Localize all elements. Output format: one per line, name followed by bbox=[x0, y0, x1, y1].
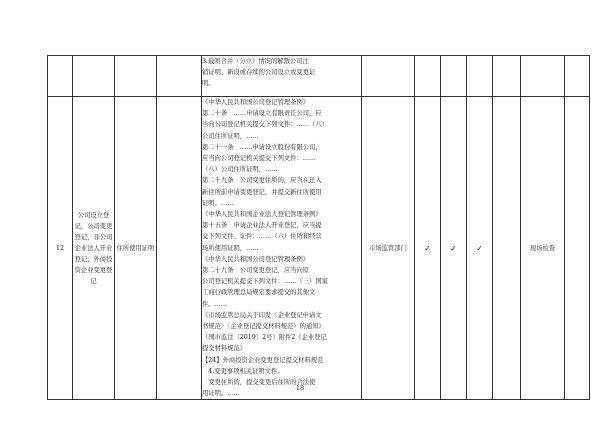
basis-line: 第二十九条 公司变更登记，应当向原 bbox=[202, 267, 310, 275]
basis-line: （八）公司住所证明，…… bbox=[202, 166, 278, 174]
basis-line: 新住所前申请变更登记，并提交新住所使用 bbox=[202, 188, 322, 196]
basis-line: 《中华人民共和国企业法人登记管理条例》 bbox=[202, 211, 322, 219]
basis-line: 场所使用证明，…… bbox=[202, 244, 259, 252]
page-number: 18 bbox=[295, 384, 305, 392]
basis-line: 第二十条 ……申请设立有限责任公司，应 bbox=[202, 110, 322, 118]
basis-line: 用证明。…… bbox=[202, 390, 240, 398]
legal-basis bbox=[202, 97, 362, 400]
item-name: 公司设立登记，公司变更登记，非公司企业法人开业登记，外商投资企业变更登记 bbox=[73, 97, 115, 400]
requirements-table bbox=[47, 55, 590, 400]
table-row bbox=[48, 97, 590, 400]
check-mark: ✓ bbox=[441, 97, 467, 400]
basis-line: 第二十九条 公司变更住所的，应当在迁入 bbox=[202, 177, 322, 185]
check-mark: ✓ bbox=[415, 97, 441, 400]
basis-lines bbox=[202, 97, 361, 399]
basis-line: 公司住所证明，…… bbox=[202, 132, 259, 140]
basis-line: 证明。…… bbox=[202, 199, 234, 207]
basis-line: 变更住所的，提交变更后住所的合法使 bbox=[202, 379, 316, 387]
basis-line: 当向公司登记机关提交下列文件：……（八） bbox=[202, 121, 328, 129]
department: 市场监管部门 bbox=[362, 97, 415, 400]
basis-line: 提交材料规范》 bbox=[202, 345, 247, 353]
basis-line: 4.变更事项相关证明文件。 bbox=[202, 367, 284, 375]
basis-line: 第十五条 申请企业法人开业登记，应当提 bbox=[202, 222, 322, 230]
basis-line: 应当向公司登记机关提交下列文件：…… bbox=[202, 155, 316, 163]
verification-method: 现场检查 bbox=[521, 97, 565, 400]
basis-line: 《市场监管总局关于印发〈企业登记申请文 bbox=[202, 311, 322, 319]
basis-line: 交下列文件、证件：……（六）住所和经营 bbox=[202, 233, 322, 241]
basis-line: 件。…… bbox=[202, 300, 228, 308]
row-index: 12 bbox=[48, 97, 73, 400]
basis-line: 工商行政管理总局规定要求提交的其他文 bbox=[202, 289, 316, 297]
check-mark: ✓ bbox=[467, 97, 493, 400]
basis-line: 《中华人民共和国公司登记管理条例》 bbox=[202, 99, 310, 106]
table-row bbox=[48, 56, 590, 97]
basis-line: 《中华人民共和国公司登记管理条例》 bbox=[202, 255, 310, 263]
basis-line: 公司登记机关提交下列文件：……（三）国家 bbox=[202, 278, 328, 286]
basis-line: 书规范〉〈企业登记提交材料规范〉的通知》 bbox=[202, 323, 325, 331]
basis-line: （国市监注〔2019〕2号）附件2《企业登记 bbox=[202, 334, 327, 342]
basis-line: 【24】外商投资企业变更登记提交材料规范 bbox=[202, 356, 324, 364]
basis-line: 第二十一条 ……申请设立股份有限公司， bbox=[202, 143, 322, 151]
top-row-content: 3.载明合并（分立）情况的解散公司注 销证明、新设或存续的公司设立或变更证 明。 bbox=[202, 56, 362, 97]
required-material: 住所使用证明 bbox=[115, 97, 157, 400]
